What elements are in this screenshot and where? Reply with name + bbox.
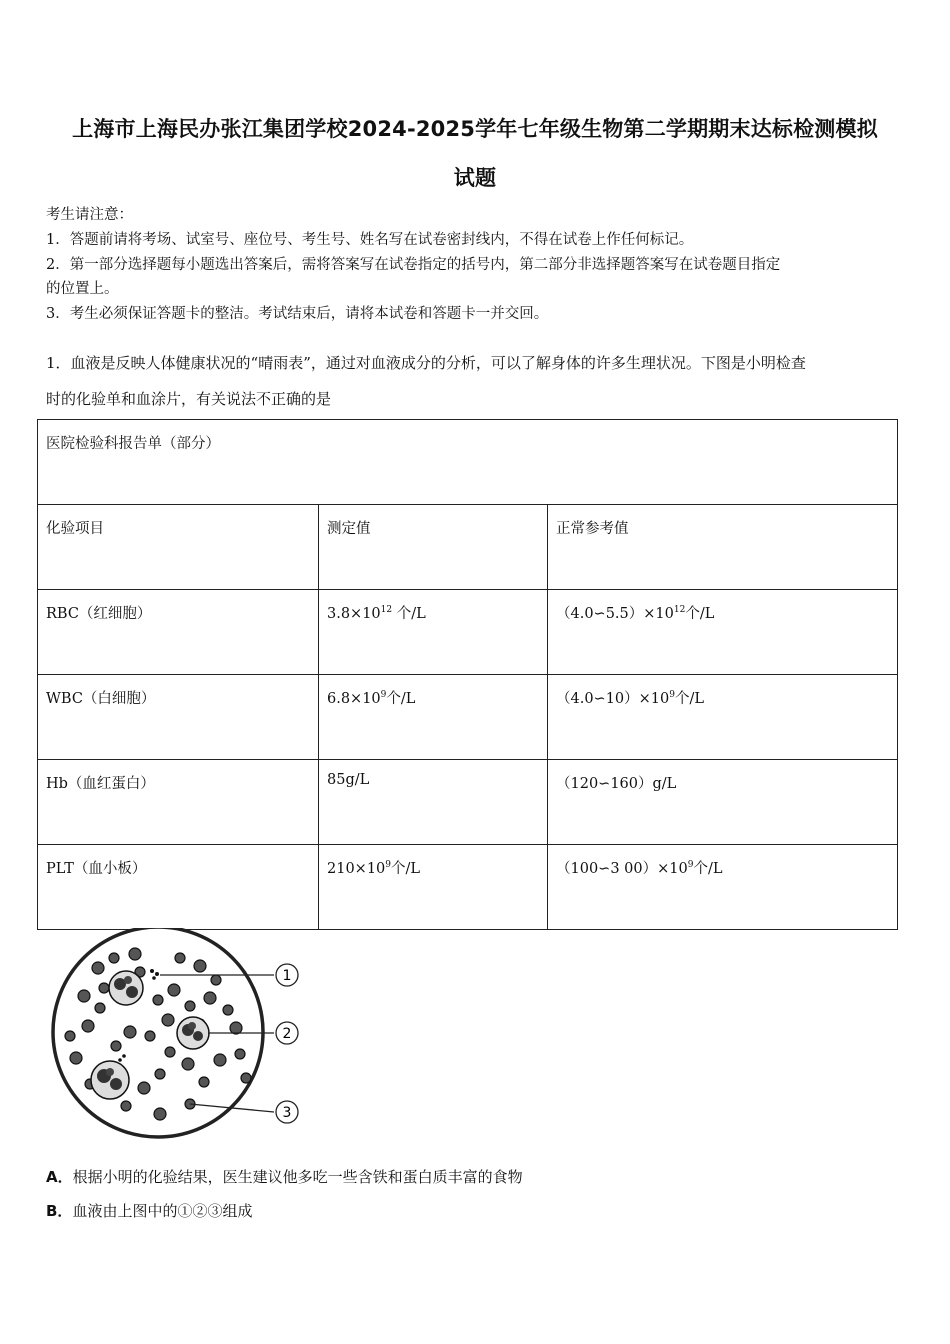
blood-smear-figure xyxy=(40,928,310,1143)
option-b-letter: B． xyxy=(46,1202,73,1220)
measured-value: $210\times 10^9$个/L xyxy=(319,845,548,930)
table-header-row xyxy=(38,505,898,590)
label-2: 2 xyxy=(282,1026,292,1042)
figure-labels xyxy=(276,964,298,1123)
notice-item-1: 1．答题前请将考场、试室号、座位号、考生号、姓名写在试卷密封线内，不得在试卷上作任何标记。 xyxy=(46,232,694,248)
page-title: 上海市上海民办张江集团学校2024-2025学年七年级生物第二学期期末达标检测模拟 xyxy=(72,117,878,141)
test-item: WBC（白细胞） xyxy=(38,675,319,760)
table-caption: 医院检验科报告单（部分） xyxy=(38,420,898,505)
notice-item-3: 3．考生必须保证答题卡的整洁。考试结束后，请将本试卷和答题卡一并交回。 xyxy=(46,306,549,322)
table-row xyxy=(38,760,898,845)
notice-heading: 考生请注意： xyxy=(46,207,133,223)
blood-smear-illustration xyxy=(40,928,310,1143)
reference-value: （100∽3 $00)\times 10^9$个/L xyxy=(548,845,898,930)
option-b[interactable] xyxy=(46,1200,252,1221)
column-header: 测定值 xyxy=(319,505,548,590)
notice-item-2-cont: 的位置上。 xyxy=(46,281,119,297)
notice-item-2: 2．第一部分选择题每小题选出答案后，需将答案写在试卷指定的括号内，第二部分非选择题答案写在试卷题目指定 xyxy=(46,257,781,273)
option-a-text: 根据小明的化验结果，医生建议他多吃一些含铁和蛋白质丰富的食物 xyxy=(72,1168,523,1186)
table-row xyxy=(38,845,898,930)
table-caption-row xyxy=(38,420,898,505)
table-row xyxy=(38,675,898,760)
reference-value: $(4.0∽10)\times 10^9$个/L xyxy=(548,675,898,760)
label-1: 1 xyxy=(282,968,292,984)
measured-value: $3.8\times 10^{12}$ 个/L xyxy=(319,590,548,675)
lab-report-table xyxy=(37,419,898,930)
reference-value: （120∽160）g/L xyxy=(548,760,898,845)
option-a[interactable] xyxy=(46,1166,523,1187)
question-text: 1．血液是反映人体健康状况的“晴雨表”，通过对血液成分的分析，可以了解身体的许多生理状况。下图是小明检查 xyxy=(46,354,806,372)
column-header: 化验项目 xyxy=(38,505,319,590)
option-b-text: 血液由上图中的①②③组成 xyxy=(72,1202,253,1220)
option-a-letter: A． xyxy=(46,1168,73,1186)
page-title-cont: 试题 xyxy=(453,166,497,190)
measured-value: $6.8\times 10^9$个/L xyxy=(319,675,548,760)
test-item: Hb（血红蛋白） xyxy=(38,760,319,845)
reference-value: $(4.0∽5.5)\times 10^{12}$个/L xyxy=(548,590,898,675)
test-item: PLT（血小板） xyxy=(38,845,319,930)
column-header: 正常参考值 xyxy=(548,505,898,590)
label-3: 3 xyxy=(282,1105,292,1121)
table-row xyxy=(38,590,898,675)
test-item: RBC（红细胞） xyxy=(38,590,319,675)
measured-value: 85g/L xyxy=(319,760,548,845)
question-text-cont: 时的化验单和血涂片，有关说法不正确的是 xyxy=(46,390,332,408)
